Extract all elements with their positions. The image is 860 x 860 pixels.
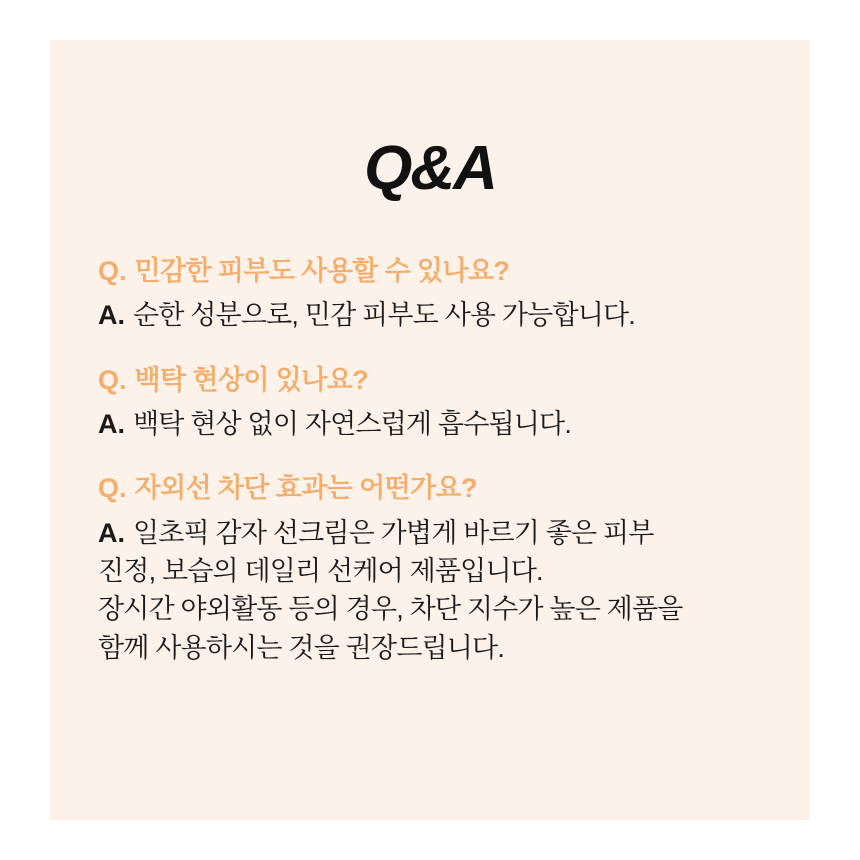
question-text: 백탁 현상이 있나요? — [134, 364, 369, 395]
question-text: 민감한 피부도 사용할 수 있나요? — [134, 256, 510, 286]
answer-text: 백탁 현상 없이 자연스럽게 흡수됩니다. — [133, 408, 572, 439]
answer-marker: A. — [98, 408, 125, 439]
qa-item — [98, 252, 762, 335]
answer-text: 순한 성분으로, 민감 피부도 사용 가능합니다. — [133, 300, 635, 331]
qa-list — [98, 252, 762, 667]
answer-text-line: 함께 사용하시는 것을 권장드립니다. — [98, 632, 505, 663]
qa-panel — [50, 40, 810, 820]
page-title: Q&A — [364, 134, 496, 203]
qa-answer-row — [98, 296, 762, 334]
answer-text: 일초픽 감자 선크림은 가볍게 바르기 좋은 피부 — [133, 517, 654, 548]
qa-question-row — [98, 469, 762, 507]
question-marker: Q. — [98, 364, 127, 395]
qa-content — [50, 40, 810, 820]
answer-marker: A. — [98, 300, 125, 331]
question-marker: Q. — [98, 473, 127, 504]
qa-item — [98, 361, 762, 444]
qa-item — [98, 469, 762, 667]
answer-text-line: 진정, 보습의 데일리 선케어 제품입니다. — [98, 555, 543, 586]
qa-answer-row — [98, 405, 762, 443]
question-text: 자외선 차단 효과는 어떤가요? — [134, 473, 477, 504]
qa-question-row — [98, 252, 762, 290]
answer-text-line: 장시간 야외활동 등의 경우, 차단 지수가 높은 제품을 — [98, 594, 683, 625]
question-marker: Q. — [98, 256, 127, 286]
answer-marker: A. — [98, 517, 125, 548]
qa-answer-row — [98, 514, 762, 552]
qa-question-row — [98, 361, 762, 399]
